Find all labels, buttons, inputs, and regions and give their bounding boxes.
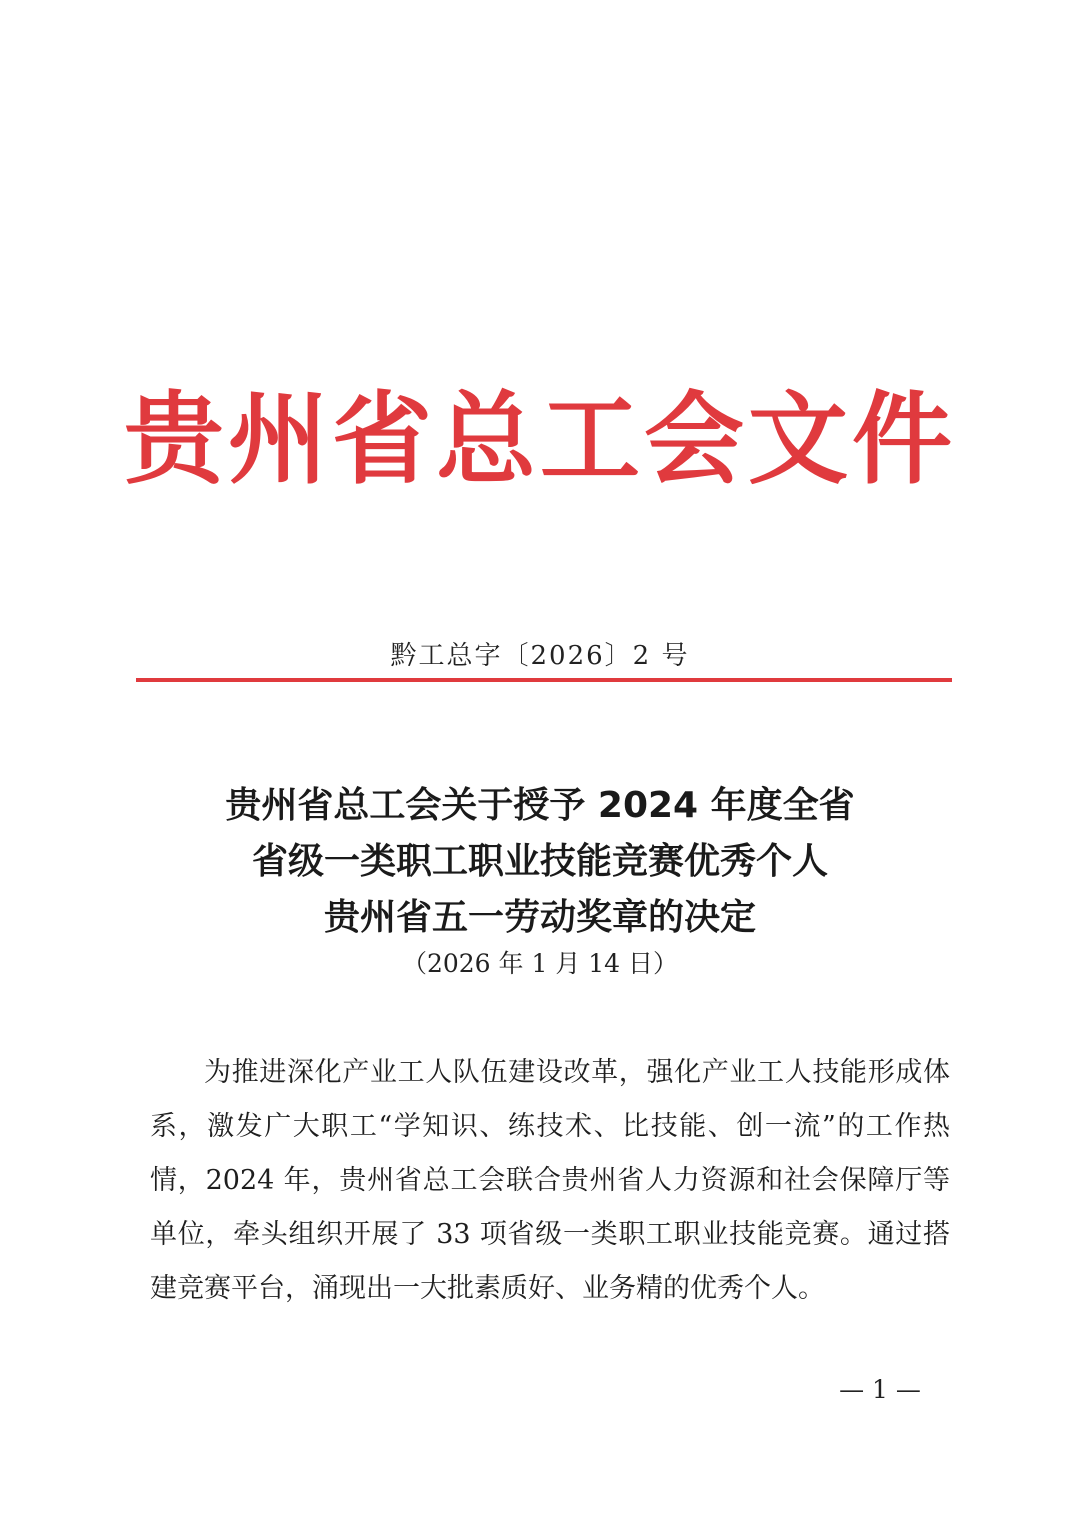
red-separator-rule (136, 678, 952, 682)
document-date: （2026 年 1 月 14 日） (401, 949, 679, 978)
document-title (120, 778, 960, 946)
title-line-2: 省级一类职工职业技能竞赛优秀个人 (251, 841, 828, 882)
title-line-3: 贵州省五一劳动奖章的决定 (323, 897, 756, 938)
body-paragraph: 为推进深化产业工人队伍建设改革，强化产业工人技能形成体系，激发广大职工“学知识、练技术、比技能、创一流”的工作热情，2024 年，贵州省总工会联合贵州省人力资源和社会保障厅等单位，牵头组织开展了 33 项省级一类职工职业技能竞赛。通过搭建竞赛平台，涌现出一大批素质好、业务精的优秀个人。 (150, 1057, 950, 1304)
masthead-title: 贵州省总工会文件 (124, 381, 956, 498)
title-line-1: 贵州省总工会关于授予 2024 年度全省 (225, 785, 855, 826)
document-number: 黔工总字〔2026〕2 号 (390, 641, 690, 671)
page-number: — 1 — (839, 1375, 921, 1404)
